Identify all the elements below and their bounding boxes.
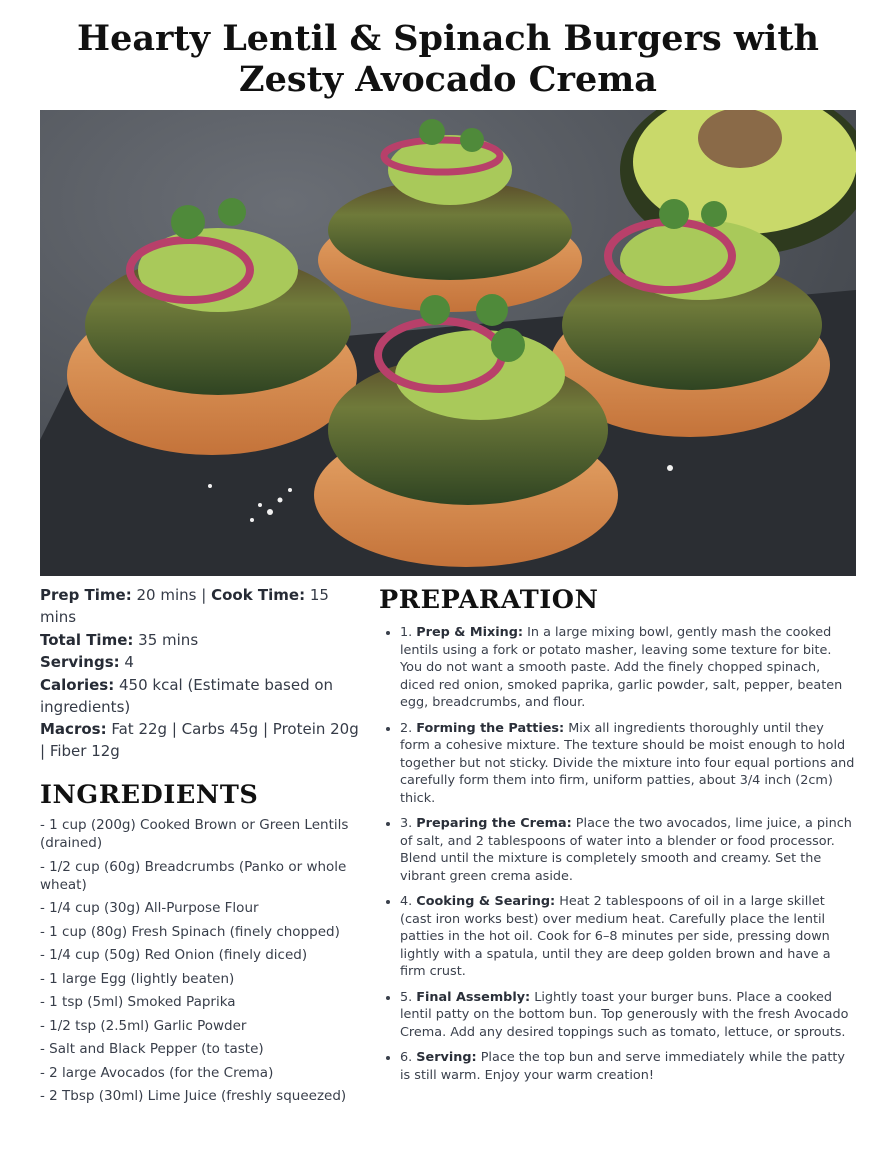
ingredient-item: - 1/4 cup (30g) All-Purpose Flour xyxy=(40,900,259,916)
ingredient-item: - 1 cup (80g) Fresh Spinach (finely chopped) xyxy=(40,923,340,940)
ingredient-item: - Salt and Black Pepper (to taste) xyxy=(40,1041,264,1057)
food-photo-icon xyxy=(40,110,856,576)
ingredient-item: - 1/2 cup (60g) Breadcrumbs (Panko or whole wheat) xyxy=(40,858,347,893)
ingredient-item: - 1 large Egg (lightly beaten) xyxy=(40,970,235,987)
ingredient-item: - 2 Tbsp (30ml) Lime Juice (freshly squeezed) xyxy=(40,1088,347,1104)
prep-time-value: 20 mins xyxy=(136,586,197,604)
step-label: Forming the Patties: xyxy=(416,720,565,736)
recipe-summary-column xyxy=(40,584,362,1111)
servings-value: 4 xyxy=(124,653,134,671)
prep-cook-time xyxy=(40,584,362,628)
recipe-meta xyxy=(40,584,362,762)
total-time xyxy=(40,629,362,651)
servings xyxy=(40,651,362,673)
step-text: Place the two avocados, lime juice, a pinch of salt, and 2 tablespoons of water into a blender or food processor. Blend until the mixture is completely smooth and creamy. Set the vibrant green crema aside. xyxy=(400,816,852,884)
ingredients-list xyxy=(40,816,362,1105)
step-text: In a large mixing bowl, gently mash the cooked lentils using a fork or potato masher, leaving some texture for bite. You do not want a smooth paste. Add the finely chopped spinach, diced red onion, smoked paprika, garlic powder, salt, pepper, beaten egg, breadcrumbs, and flour. xyxy=(400,625,843,710)
step-number: 1. xyxy=(400,625,413,640)
cook-time-label: Cook Time: xyxy=(211,586,306,604)
step-number: 5. xyxy=(400,989,413,1005)
step-label: Final Assembly: xyxy=(416,989,531,1005)
step-number: 6. xyxy=(400,1050,413,1065)
preparation-heading: PREPARATION xyxy=(379,585,599,615)
step-text: Place the top bun and serve immediately while the patty is still warm. Enjoy your warm creation! xyxy=(400,1050,846,1083)
step-label: Prep & Mixing: xyxy=(416,625,524,640)
ingredient-item: - 1/2 tsp (2.5ml) Garlic Powder xyxy=(40,1017,247,1034)
step-item xyxy=(400,624,857,712)
prep-time-label: Prep Time: xyxy=(40,586,132,604)
servings-label: Servings: xyxy=(40,653,120,671)
step-text: Mix all ingredients thoroughly until they form a cohesive mixture. The texture should be moist enough to hold together but not sticky. Divide the mixture into four equal portions and carefully form them into firm, uniform patties, about 3/4 inch (2cm) thick. xyxy=(400,720,855,806)
preparation-column xyxy=(379,585,857,1092)
total-time-value: 35 mins xyxy=(138,630,199,649)
step-number: 2. xyxy=(400,720,413,736)
calories xyxy=(40,674,362,718)
step-number: 3. xyxy=(400,816,413,831)
macros-value: Fat 22g | Carbs 45g | Protein 20g | Fiber 12g xyxy=(40,720,359,760)
step-item xyxy=(400,815,857,885)
step-item xyxy=(400,893,857,981)
step-number: 4. xyxy=(400,894,413,909)
recipe-title: Hearty Lentil & Spinach Burgers with Zesty Avocado Crema xyxy=(77,18,819,100)
recipe-photo xyxy=(40,110,856,576)
ingredient-item: - 1 cup (200g) Cooked Brown or Green Lentils (drained) xyxy=(40,817,349,851)
separator: | xyxy=(201,586,207,604)
cook-time-value: 15 mins xyxy=(40,586,329,626)
ingredient-item: - 1 tsp (5ml) Smoked Paprika xyxy=(40,994,236,1010)
step-item xyxy=(400,989,857,1042)
total-time-label: Total Time: xyxy=(40,630,134,649)
step-text: Heat 2 tablespoons of oil in a large skillet (cast iron works best) over medium heat. Carefully place the lentil patties in the hot oil. Cook for 6–8 minutes per side, pressing down lightly with a spatula, until they are deep golden brown and have a firm crust. xyxy=(400,894,831,979)
step-text: Lightly toast your burger buns. Place a cooked lentil patty on the bottom bun. Top generously with the fresh Avocado Crema. Add any desired toppings such as tomato, lettuce, or sprouts. xyxy=(400,989,849,1040)
calories-value: 450 kcal (Estimate based on ingredients) xyxy=(40,675,334,716)
macros xyxy=(40,718,362,762)
step-label: Serving: xyxy=(416,1050,477,1065)
step-item xyxy=(400,720,857,808)
ingredient-item: - 2 large Avocados (for the Crema) xyxy=(40,1064,274,1081)
macros-label: Macros: xyxy=(40,720,107,738)
step-label: Preparing the Crema: xyxy=(416,816,572,831)
step-item xyxy=(400,1049,857,1084)
ingredients-heading: INGREDIENTS xyxy=(40,780,259,810)
preparation-steps xyxy=(379,624,857,1084)
calories-label: Calories: xyxy=(40,675,115,694)
step-label: Cooking & Searing: xyxy=(416,894,556,909)
ingredient-item: - 1/4 cup (50g) Red Onion (finely diced) xyxy=(40,947,308,963)
